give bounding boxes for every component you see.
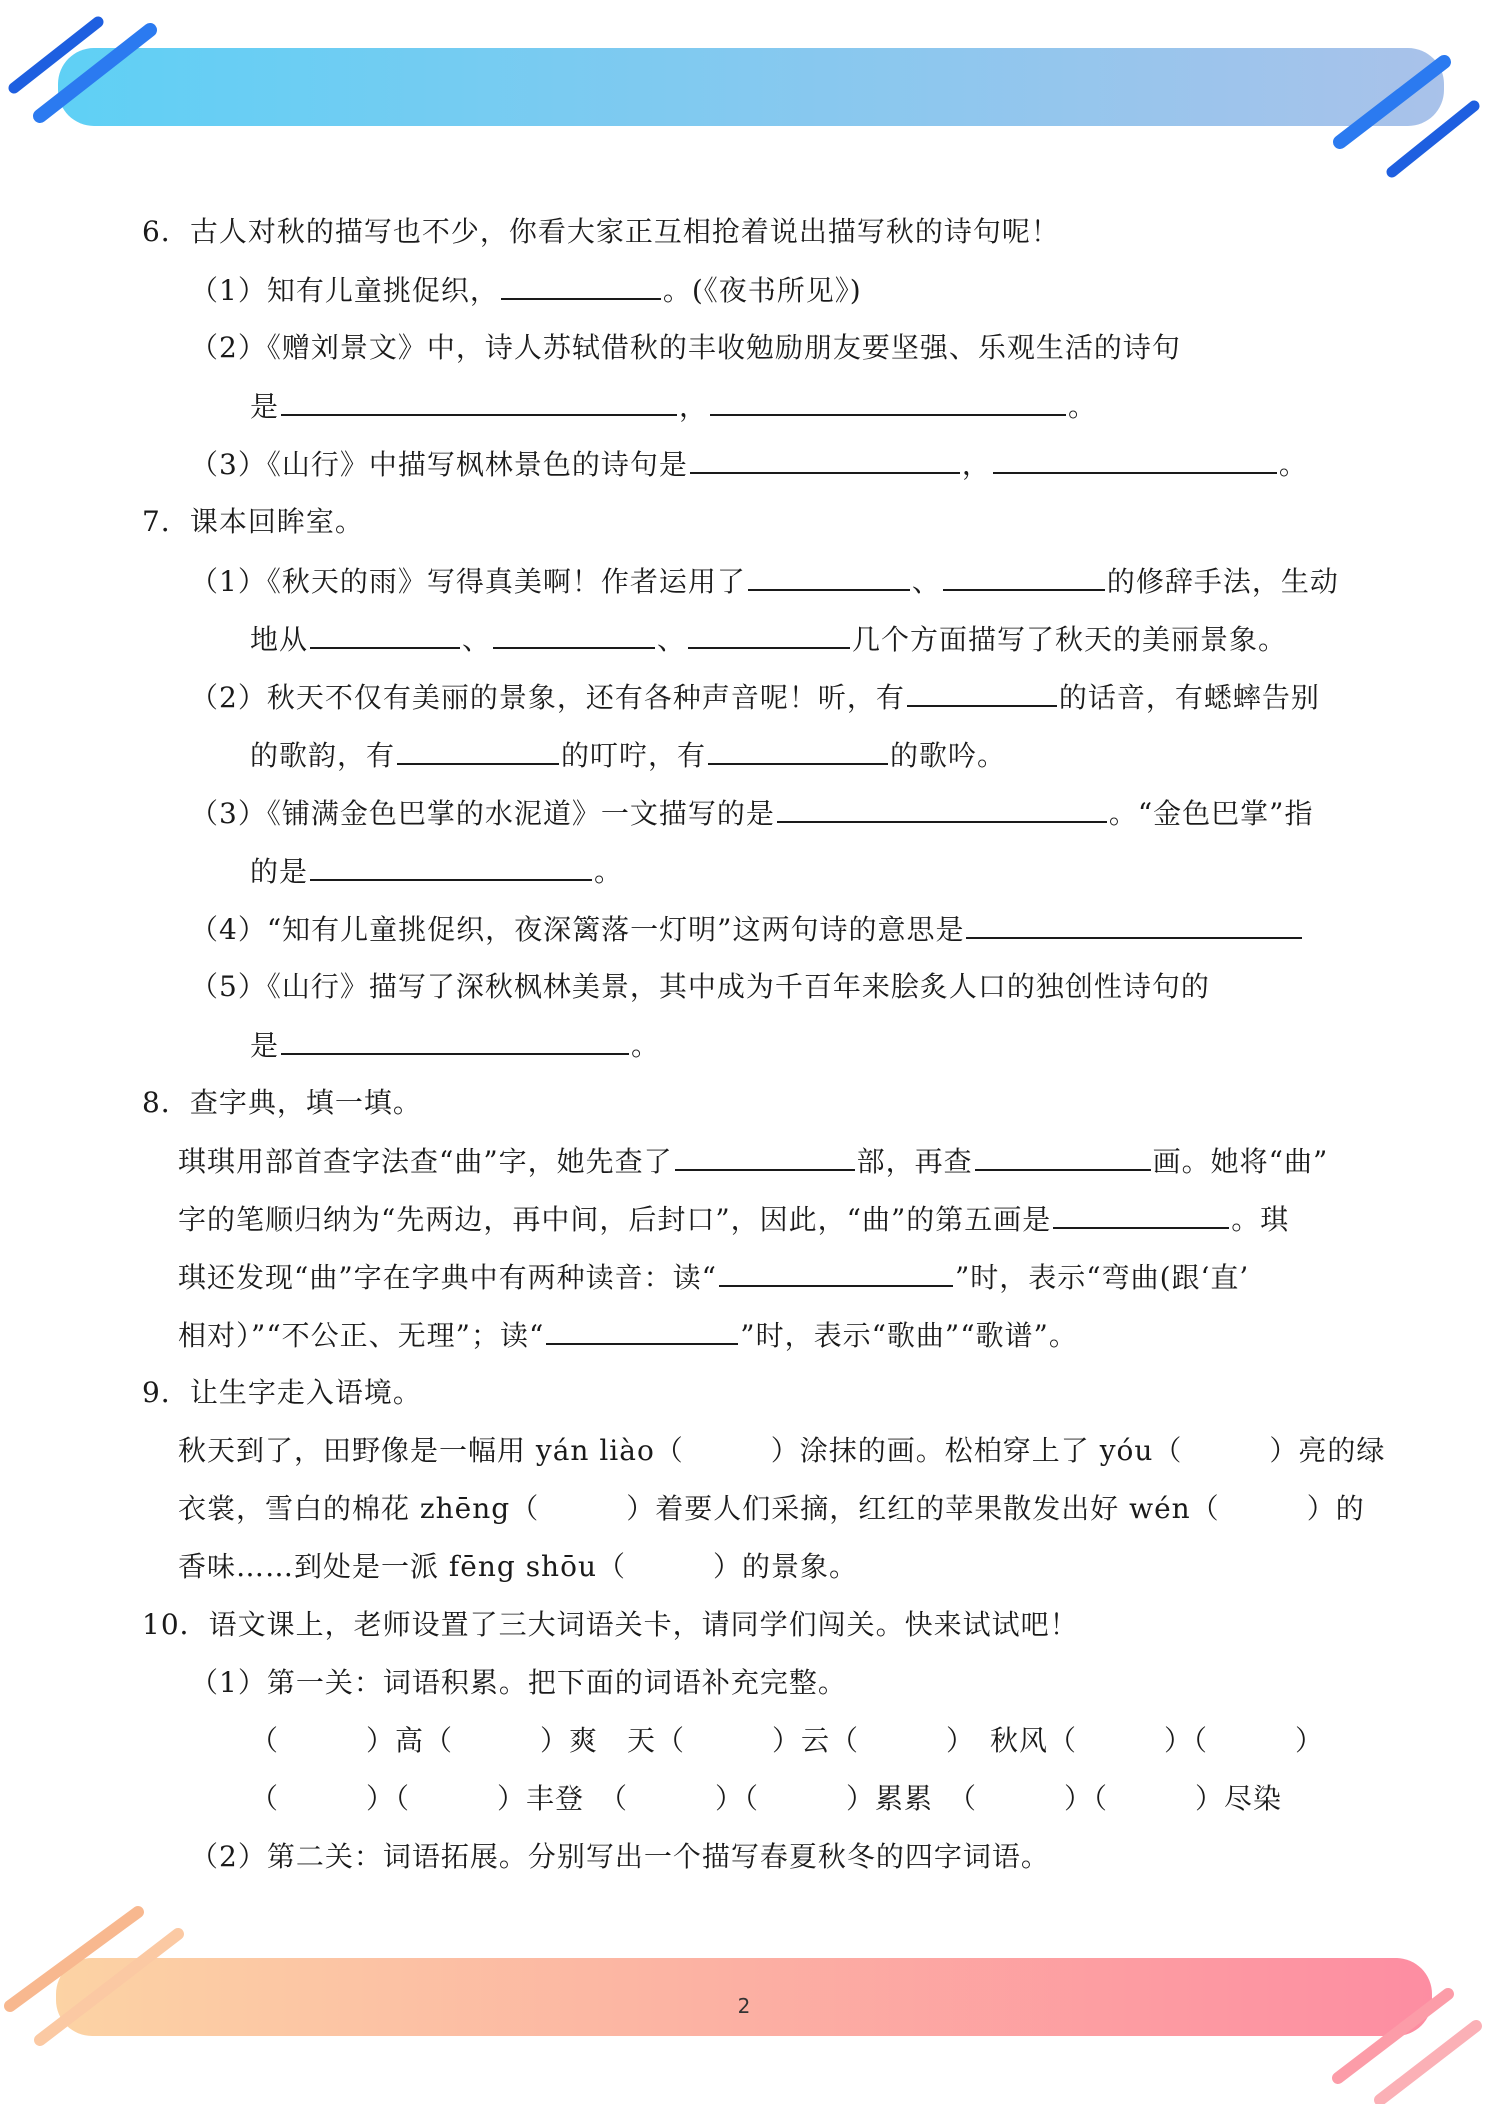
question-7-item-3-cont: 的是 。 [250,851,623,892]
answer-blank[interactable] [501,270,661,300]
question-6-item-1: （1）知有儿童挑促织， 。(《夜书所见》) [190,270,862,311]
answer-blank[interactable] [690,444,960,474]
question-9-title: 9．让生字走入语境。 [142,1376,422,1409]
answer-blank[interactable] [943,561,1105,591]
answer-blank[interactable] [688,619,850,649]
question-10-title: 10．语文课上，老师设置了三大词语关卡，请同学们闯关。快来试试吧！ [142,1608,1079,1641]
answer-blank[interactable] [310,851,592,881]
question-10-word-row-2: （ ）（ ）丰登 （ ）（ ）累累 （ ）（ ）尽染 [250,1782,1283,1815]
question-7-item-1-cont: 地从 、 、 几个方面描写了秋天的美丽景象。 [250,619,1287,660]
question-7-item-4: （4）“知有儿童挑促织，夜深篱落一灯明”这两句诗的意思是 [190,909,1304,950]
question-8-line-4: 相对）”“不公正、无理”；读“ ”时，表示“歌曲”“歌谱”。 [178,1315,1078,1356]
question-6-title: 6．古人对秋的描写也不少，你看大家正互相抢着说出描写秋的诗句呢！ [142,215,1060,248]
answer-blank[interactable] [907,677,1057,707]
answer-blank[interactable] [310,619,460,649]
answer-blank[interactable] [719,1257,953,1287]
answer-blank[interactable] [708,735,888,765]
answer-blank[interactable] [281,386,677,416]
question-8-line-2: 字的笔顺归纳为“先两边，再中间，后封口”，因此，“曲”的第五画是 。琪 [178,1199,1289,1240]
answer-blank[interactable] [975,1141,1151,1171]
question-8-line-1: 琪琪用部首查字法查“曲”字，她先查了 部，再查 画。她将“曲” [178,1141,1328,1182]
question-9-line-3: 香味……到处是一派 fēng shōu（ ）的景象。 [178,1550,858,1583]
page-number: 2 [737,1994,751,2018]
answer-blank[interactable] [1053,1199,1229,1229]
question-7-item-5: （5）《山行》描写了深秋枫林美景，其中成为千百年来脍炙人口的独创性诗句的 [190,970,1210,1003]
question-7-item-5-answer: 是 。 [250,1025,660,1066]
question-9-line-1: 秋天到了，田野像是一幅用 yán liào（ ）涂抹的画。松柏穿上了 yóu（ ）亮的绿 [178,1434,1386,1467]
answer-blank[interactable] [966,909,1302,939]
question-10-word-row-1: （ ）高（ ）爽 天（ ）云（ ） 秋风（ ）（ ） [250,1724,1325,1757]
question-9-line-2: 衣裳，雪白的棉花 zhēng（ ）着要人们采摘，红红的苹果散发出好 wén（ ）的 [178,1492,1365,1525]
question-6-item-2: （2）《赠刘景文》中，诗人苏轼借秋的丰收勉励朋友要坚强、乐观生活的诗句 [190,331,1181,364]
question-8-line-3: 琪还发现“曲”字在字典中有两种读音：读“ ”时，表示“弯曲(跟‘直’ [178,1257,1249,1298]
question-10-item-1: （1）第一关：词语积累。把下面的词语补充完整。 [190,1666,847,1699]
question-7-item-3: （3）《铺满金色巴掌的水泥道》一文描写的是 。“金色巴掌”指 [190,793,1313,834]
question-7-item-2-cont: 的歌韵，有 的叮咛，有 的歌吟。 [250,735,1006,776]
answer-blank[interactable] [493,619,655,649]
answer-blank[interactable] [546,1315,738,1345]
question-7-item-2: （2）秋天不仅有美丽的景象，还有各种声音呢！听，有 的话音，有蟋蟀告别 [190,677,1320,718]
question-8-title: 8．查字典，填一填。 [142,1086,422,1119]
question-10-item-2: （2）第二关：词语拓展。分别写出一个描写春夏秋冬的四字词语。 [190,1840,1050,1873]
answer-blank[interactable] [675,1141,855,1171]
question-6-item-3: （3）《山行》中描写枫林景色的诗句是 ， 。 [190,444,1308,485]
question-6-item-2-answer: 是 ， 。 [250,386,1097,427]
answer-blank[interactable] [748,561,910,591]
question-7-item-1: （1）《秋天的雨》写得真美啊！作者运用了 、 的修辞手法，生动 [190,561,1339,602]
answer-blank[interactable] [710,386,1066,416]
answer-blank[interactable] [777,793,1107,823]
answer-blank[interactable] [993,444,1277,474]
answer-blank[interactable] [281,1025,629,1055]
question-7-title: 7．课本回眸室。 [142,505,364,538]
answer-blank[interactable] [397,735,559,765]
